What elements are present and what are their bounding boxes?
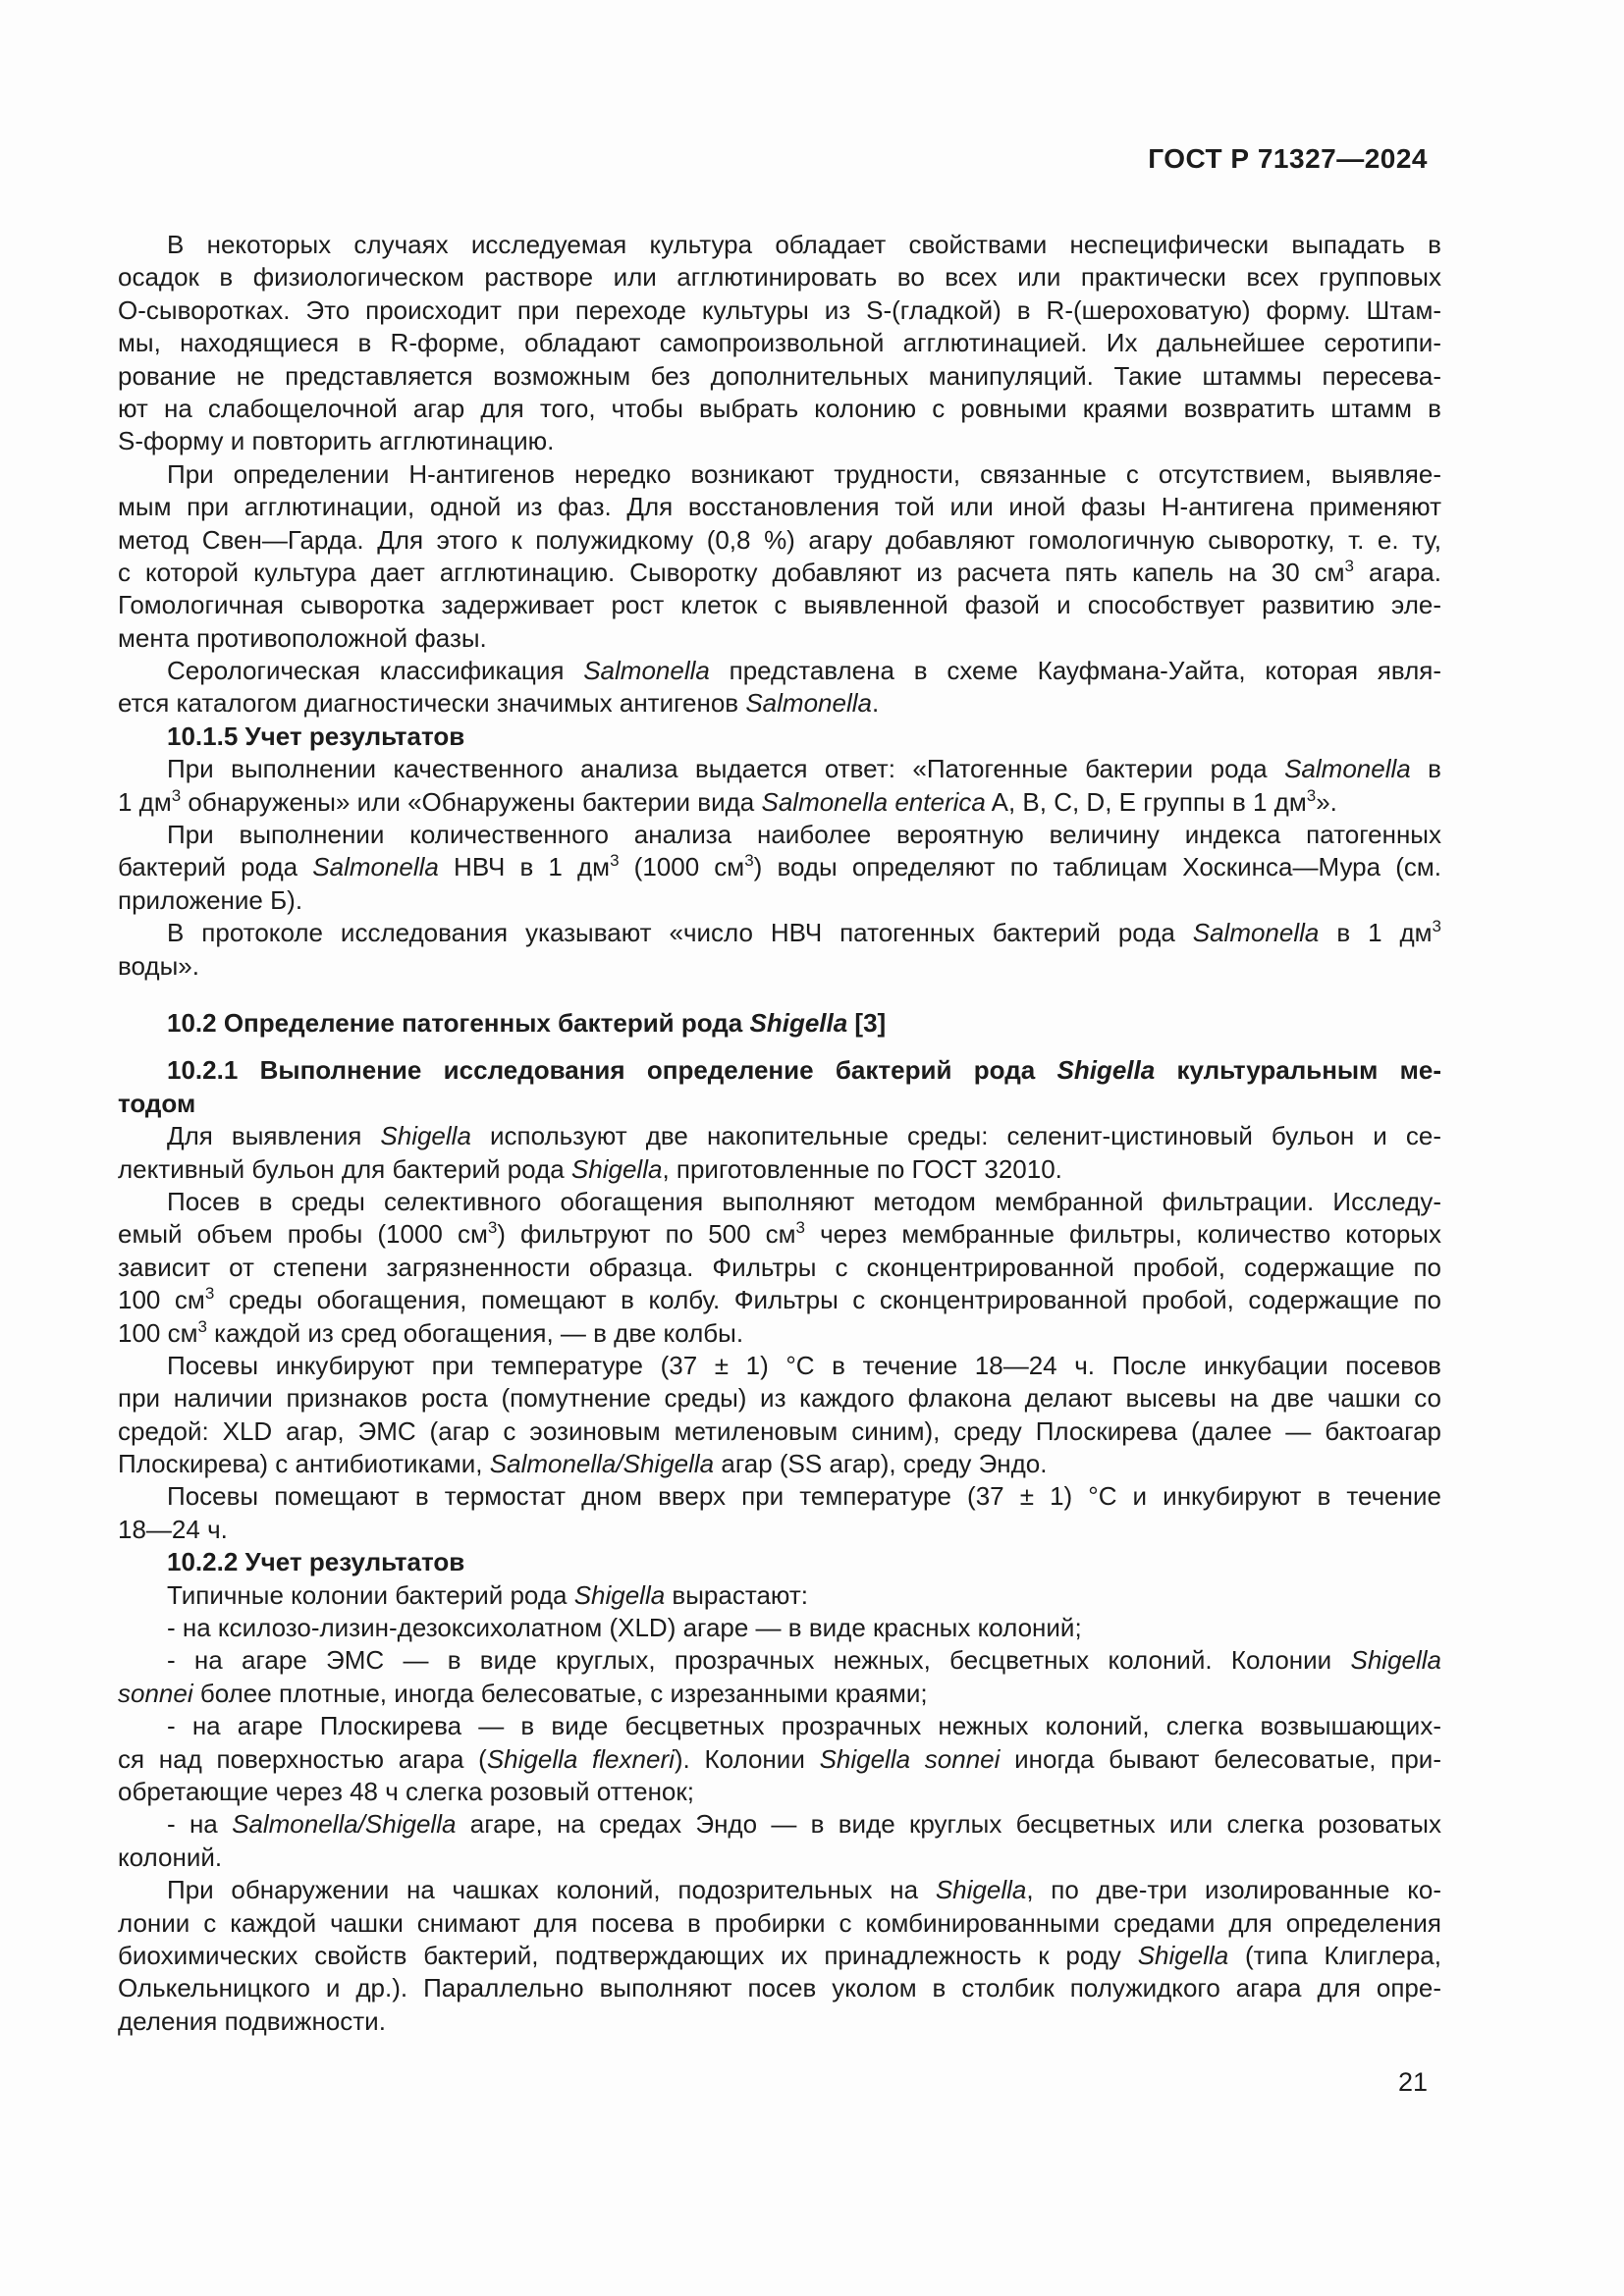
superscript: 3 [171,785,182,805]
text-line: Посевы инкубируют при температуре (37 ± 1) °С в течение 18—24 ч. После инкубации посевов [167,1350,1441,1380]
text-line: 18—24 ч. [118,1514,228,1544]
document-header: ГОСТ Р 71327—2024 [1148,143,1428,174]
text-line: с которой культура дает агглютинацию. Сыворотку добавляют из расчета пять капель на 30 $см^3$ агара. [118,556,1441,587]
text-line: емый объем пробы (1000 $см^3$) фильтруют по 500 $см^3$ через мембранные фильтры, количество которых [118,1218,1441,1250]
superscript: 3 [744,851,754,871]
document-body [118,229,1441,2038]
text-line: Плоскирева) с антибиотиками, Salmonella/Shigella агар (SS агар), среду Эндо. [118,1449,1048,1479]
text-line: ся над поверхностью агара (Shigella flexneri). Колонии Shigella sonnei иногда бывают белесоватые, при- [118,1743,1441,1774]
text-line: воды». [118,950,199,981]
text-line: мента противоположной фазы. [118,622,487,653]
paragraph [118,1612,1441,1644]
text-line: При определении Н-антигенов нередко возникают трудности, связанные с отсутствием, выявляе- [167,458,1441,489]
paragraph [118,1579,1441,1612]
section-heading [118,1007,1441,1040]
text-line: осадок в физиологическом растворе или агглютинировать во всех или практически всех групповых [118,262,1441,293]
text-line: При выполнении качественного анализа выдается ответ: «Патогенные бактерии рода Salmonella в [167,754,1441,784]
text-line: 10.2.1 Выполнение исследования определение бактерий рода Shigella культуральным ме- [167,1055,1442,1086]
superscript: 3 [610,851,620,871]
emphasized-text: Shigella [935,1875,1027,1905]
text-line: ется каталогом диагностически значимых антигенов Salmonella. [118,688,880,719]
paragraph [118,1874,1441,2038]
text-line: средой: XLD агар, ЭМС (агар с эозиновым метиленовым синим), среду Плоскирева (далее — бактоагар [118,1415,1441,1446]
text-line: приложение Б). [118,884,303,915]
paragraph [118,917,1441,983]
text-line: Типичные колонии бактерий рода Shigella вырастают: [167,1579,808,1610]
text-line: лонии с каждой чашки снимают для посева в пробирки с комбинированными средами для определения [118,1907,1441,1938]
superscript: 3 [197,1316,207,1336]
text-line: 10.2 Определение патогенных бактерий рода Shigella [3] [167,1007,887,1038]
emphasized-text: Shigella [380,1121,471,1151]
superscript: 3 [204,1284,215,1304]
page-number: 21 [1397,2067,1428,2097]
paragraph [118,753,1441,819]
paragraph [118,1480,1441,1546]
text-line: обретающие через 48 ч слегка розовый оттенок; [118,1776,694,1806]
emphasized-text: Shigella [1137,1940,1229,1970]
emphasized-text: Salmonella/Shigella [489,1449,715,1479]
text-line: ют на слабощелочной агар для того, чтобы выбрать колонию с ровными краями возвратить штамм в [118,393,1441,423]
text-line: Серологическая классификация Salmonella представлена в схеме Кауфмана-Уайта, которая явля- [167,656,1442,686]
text-line: деления подвижности. [118,2005,386,2036]
section-heading [118,1546,1441,1578]
text-line: О-сыворотках. Это происходит при переходе культуры из S-(гладкой) в R-(шероховатую) форму. Штам- [118,294,1441,325]
emphasized-text: Shigella [749,1007,848,1038]
section-heading [118,721,1441,753]
text-line: 100 $см^3$ каждой из сред обогащения, — в две колбы. [118,1316,744,1348]
text-line: метод Свен—Гарда. Для этого к полужидкому (0,8 %) агару добавляют гомологичную сыворотку, т. е. ту, [118,524,1441,555]
emphasized-text: sonnei [118,1678,193,1708]
text-line: Олькельницкого и др.). Параллельно выполняют посев уколом в столбик полужидкого агара для опре- [118,1973,1441,2003]
text-line: Посев в среды селективного обогащения выполняют методом мембранной фильтрации. Исследу- [167,1186,1441,1216]
paragraph [118,1808,1441,1874]
emphasized-text: Salmonella [745,688,872,719]
superscript: 3 [487,1218,498,1238]
text-line: В протоколе исследования указывают «число НВЧ патогенных бактерий рода Salmonella в 1 $дм^3$ [167,917,1441,948]
text-line: 10.1.5 Учет результатов [167,721,465,751]
paragraph [118,458,1441,655]
paragraph [118,1350,1441,1481]
text-line: 1 $дм^3$ обнаружены» или «Обнаружены бактерии вида Salmonella enterica A, B, C, D, E группы в 1 $дм^3$». [118,785,1337,817]
superscript: 3 [1344,556,1355,575]
paragraph [118,1644,1441,1710]
emphasized-text: Shigella [1056,1055,1156,1086]
text-line: Гомологичная сыворотка задерживает рост клеток с выявленной фазой и способствует развитию эле- [118,590,1441,620]
text-line: - на агаре Плоскирева — в виде бесцветных прозрачных нежных колоний, слегка возвышающих- [167,1711,1441,1741]
text-line: S-форму и повторить агглютинацию. [118,426,555,456]
text-line: - на ксилозо-лизин-дезоксихолатном (XLD) агаре — в виде красных колоний; [167,1613,1082,1643]
text-line: При выполнении количественного анализа наиболее вероятную величину индекса патогенных [167,820,1441,850]
text-line: мы, находящиеся в R-форме, обладают самопроизвольной агглютинацией. Их дальнейшее серотипи- [118,328,1441,358]
text-line: при наличии признаков роста (помутнение среды) из каждого флакона делают высевы на две чашки со [118,1383,1441,1414]
paragraph [118,229,1441,458]
emphasized-text: Salmonella enterica [761,786,986,817]
text-line: 100 $см^3$ среды обогащения, помещают в колбу. Фильтры с сконцентрированной пробой, содержащие по [118,1284,1442,1315]
emphasized-text: Salmonella/Shigella [232,1809,457,1840]
text-line: рование не представляется возможным без дополнительных манипуляций. Такие штаммы пересева- [118,360,1441,391]
superscript: 3 [795,1218,805,1238]
text-line: зависит от степени загрязненности образца. Фильтры с сконцентрированной пробой, содержащие по [118,1252,1441,1282]
emphasized-text: Shigella sonnei [819,1743,1001,1774]
text-line: - на агаре ЭМС — в виде круглых, прозрачных нежных, бесцветных колоний. Колонии Shigella [167,1645,1441,1676]
text-line: Для выявления Shigella используют две накопительные среды: селенит-цистиновый бульон и се- [167,1121,1441,1151]
emphasized-text: Shigella flexneri [486,1743,675,1774]
emphasized-text: Salmonella [1192,918,1320,948]
text-line: тодом [118,1088,196,1118]
superscript: 3 [1432,917,1441,936]
superscript: 3 [1306,785,1317,805]
paragraph [118,1186,1441,1350]
text-line: мым при агглютинации, одной из фаз. Для восстановления той или иной фазы Н-антигена применяют [118,492,1441,522]
text-line: При обнаружении на чашках колоний, подозрительных на Shigella, по две-три изолированные ко- [167,1875,1441,1905]
text-line: колоний. [118,1842,223,1872]
emphasized-text: Salmonella [1284,754,1411,784]
section-heading [118,1054,1441,1120]
text-line: Посевы помещают в термостат дном вверх при температуре (37 ± 1) °С и инкубируют в течение [167,1481,1441,1512]
emphasized-text: Shigella [573,1579,666,1610]
text-line: sonnei более плотные, иногда белесоватые, с изрезанными краями; [118,1678,928,1708]
emphasized-text: Salmonella [583,656,710,686]
emphasized-text: Salmonella [312,852,439,882]
paragraph [118,655,1441,721]
text-line: 10.2.2 Учет результатов [167,1547,465,1577]
emphasized-text: Shigella [1350,1645,1441,1676]
text-line: лективный бульон для бактерий рода Shigella, приготовленные по ГОСТ 32010. [118,1153,1062,1184]
text-line: - на Salmonella/Shigella агаре, на средах Эндо — в виде круглых бесцветных или слегка розоватых [167,1809,1441,1840]
text-line: В некоторых случаях исследуемая культура обладает свойствами неспецифически выпадать в [167,230,1441,259]
emphasized-text: Shigella [570,1153,663,1184]
paragraph [118,1120,1441,1186]
text-line: бактерий рода Salmonella НВЧ в 1 $дм^3$ (1000 $см^3$) воды определяют по таблицам Хоскинса—Мура (см. [118,851,1441,882]
paragraph [118,1710,1441,1808]
paragraph [118,819,1441,917]
text-line: биохимических свойств бактерий, подтверждающих их принадлежность к роду Shigella (типа Клиглера, [118,1940,1441,1970]
